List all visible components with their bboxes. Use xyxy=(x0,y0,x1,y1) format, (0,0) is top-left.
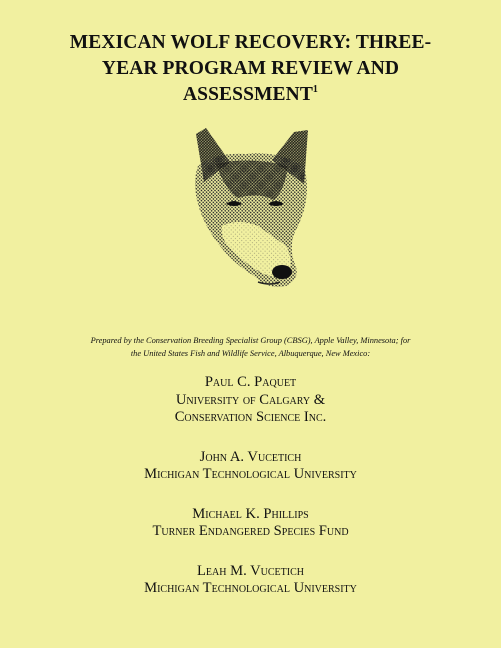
author-name: John A. Vucetich xyxy=(199,448,302,465)
prepared-by-line-1: Prepared by the Conservation Breeding Specialist Group (CBSG), Apple Valley, Minnesota; for xyxy=(90,336,411,345)
author-name: Michael K. Phillips xyxy=(192,505,309,522)
author-affiliation: Michigan Technological University xyxy=(144,580,357,596)
author-affiliation: Conservation Science Inc. xyxy=(174,409,327,425)
author-block xyxy=(20,506,481,541)
author-block xyxy=(20,449,481,484)
author-affiliation: University of Calgary & xyxy=(175,391,326,408)
author-name: Leah M. Vucetich xyxy=(197,562,304,579)
document-title xyxy=(30,30,471,108)
title-line-2: YEAR PROGRAM REVIEW AND xyxy=(101,58,400,79)
prepared-by-line-2: the United States Fish and Wildlife Service, Albuquerque, New Mexico: xyxy=(130,349,371,358)
author-block xyxy=(20,563,481,598)
author-affiliation: Michigan Technological University xyxy=(144,466,357,482)
author-block xyxy=(20,374,481,427)
footnote-marker: 1 xyxy=(312,84,319,95)
prepared-by-note xyxy=(40,334,461,360)
author-list xyxy=(20,374,481,620)
title-text: ASSESSMENT xyxy=(182,84,313,105)
wolf-nose xyxy=(272,265,292,279)
author-affiliation: Turner Endangered Species Fund xyxy=(152,523,349,539)
title-line-1: MEXICAN WOLF RECOVERY: THREE- xyxy=(69,32,432,53)
title-line-3 xyxy=(30,82,471,108)
wolf-head-illustration xyxy=(176,126,326,296)
author-name: Paul C. Paquet xyxy=(204,374,297,390)
